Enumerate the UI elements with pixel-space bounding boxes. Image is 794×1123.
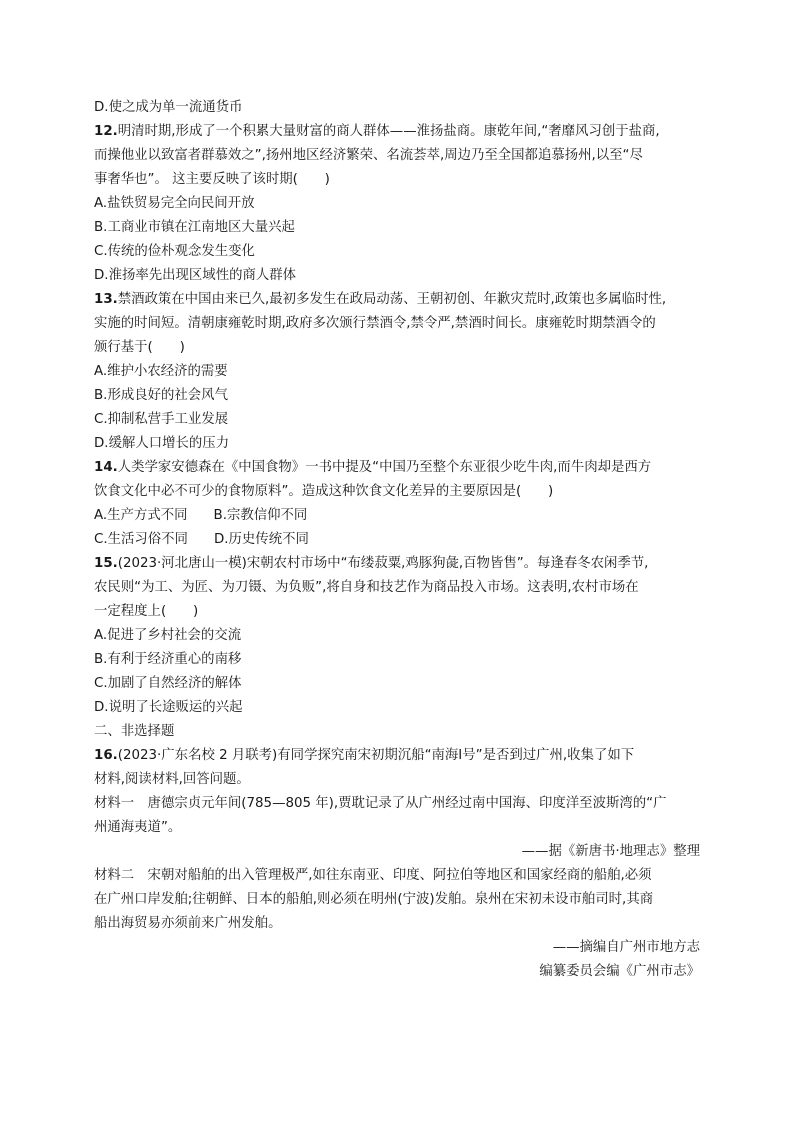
page-content (94, 96, 704, 984)
question-text: (2023·河北唐山一模)宋朝农村市场中“布缕菽粟,鸡豚狗彘,百物皆售”。每逢春冬农闲季节, (117, 556, 649, 571)
option-c: C.传统的俭朴观念发生变化 (94, 244, 255, 259)
option-a: A.维护小农经济的需要 (94, 364, 228, 379)
option-c: C.加剧了自然经济的解体 (94, 676, 242, 691)
option-b: B.形成良好的社会风气 (94, 388, 228, 403)
options-row-ab (94, 504, 704, 528)
option-b: B.有利于经济重心的南移 (94, 652, 242, 667)
question-text: (2023·广东名校 2 月联考)有同学探究南宋初期沉船“南海Ⅰ号”是否到过广州,收集了如下 (117, 748, 635, 763)
section-heading: 二、非选择题 (94, 724, 175, 739)
option-d: D.淮扬率先出现区域性的商人群体 (94, 268, 297, 283)
question-16-line-1 (94, 744, 704, 768)
prev-option-d: D.使之成为单一流通货币 (94, 100, 243, 115)
option-a: A.生产方式不同 (94, 508, 188, 523)
question-15-line-1 (94, 552, 704, 576)
option-b: B.宗教信仰不同 (213, 508, 308, 523)
option-a: A.促进了乡村社会的交流 (94, 628, 242, 643)
material-2-line-2: 在广州口岸发舶;往朝鲜、日本的船舶,则必须在明州(宁波)发舶。泉州在宋初未设市舶司时,其商 (94, 892, 654, 907)
question-14 (94, 456, 704, 552)
question-13-line-3: 颁行基于( ) (94, 340, 185, 355)
question-13 (94, 288, 704, 456)
question-text: 明清时期,形成了一个积累大量财富的商人群体——淮扬盐商。康乾年间,“奢靡风习创于盐商, (117, 124, 660, 139)
material-1-line-1: 材料一 唐德宗贞元年间(785—805 年),贾耽记录了从广州经过南中国海、印度洋至波斯湾的“广 (94, 796, 667, 811)
material-1-source: ——据《新唐书·地理志》整理 (521, 844, 700, 859)
material-1-line-2: 州通海夷道”。 (94, 820, 182, 835)
question-text: 人类学家安德森在《中国食物》一书中提及“中国乃至整个东亚很少吃牛肉,而牛肉却是西方 (117, 460, 652, 475)
material-2-source-line-1: ——摘编自广州市地方志 (552, 940, 700, 955)
option-c: C.生活习俗不同 (94, 532, 188, 547)
option-b: B.工商业市镇在江南地区大量兴起 (94, 220, 295, 235)
question-13-line-2: 实施的时间短。清朝康雍乾时期,政府多次颁行禁酒令,禁令严,禁酒时间长。康雍乾时期禁酒令的 (94, 316, 656, 331)
question-number: 12. (94, 124, 118, 139)
question-12-line-2: 而操他业以致富者群慕效之”,扬州地区经济繁荣、名流荟萃,周边乃至全国都追慕扬州,以至“尽 (94, 148, 643, 163)
question-14-line-2: 饮食文化中必不可少的食物原料”。造成这种饮食文化差异的主要原因是( ) (94, 484, 554, 499)
material-2-line-1: 材料二 宋朝对船舶的出入管理极严,如往东南亚、印度、阿拉伯等地区和国家经商的船舶,必须 (94, 868, 652, 883)
material-2-source-line-2: 编纂委员会编《广州市志》 (539, 964, 700, 979)
question-15-line-3: 一定程度上( ) (94, 604, 199, 619)
question-13-line-1 (94, 288, 704, 312)
question-number: 13. (94, 292, 118, 307)
material-1 (94, 792, 704, 864)
option-c: C.抑制私营手工业发展 (94, 412, 229, 427)
question-number: 14. (94, 460, 118, 475)
question-14-line-1 (94, 456, 704, 480)
question-15 (94, 552, 704, 720)
question-16 (94, 744, 704, 984)
option-d: D.说明了长途贩运的兴起 (94, 700, 243, 715)
options-row-cd (94, 528, 704, 552)
question-12 (94, 120, 704, 288)
question-number: 16. (94, 748, 118, 763)
question-12-line-3: 事奢华也”。 这主要反映了该时期( ) (94, 172, 330, 187)
question-16-line-2: 材料,阅读材料,回答问题。 (94, 772, 250, 787)
option-a: A.盐铁贸易完全向民间开放 (94, 196, 255, 211)
question-15-line-2: 农民则“为工、为匠、为刀镊、为负贩”,将自身和技艺作为商品投入市场。这表明,农村市场在 (94, 580, 639, 595)
option-d: D.历史传统不同 (213, 532, 309, 547)
material-2 (94, 864, 704, 984)
option-d: D.缓解人口增长的压力 (94, 436, 230, 451)
question-number: 15. (94, 556, 118, 571)
material-2-line-3: 船出海贸易亦须前来广州发舶。 (94, 916, 282, 931)
question-text: 禁酒政策在中国由来已久,最初多发生在政局动荡、王朝初创、年歉灾荒时,政策也多属临时性, (117, 292, 667, 307)
question-12-line-1 (94, 120, 704, 144)
